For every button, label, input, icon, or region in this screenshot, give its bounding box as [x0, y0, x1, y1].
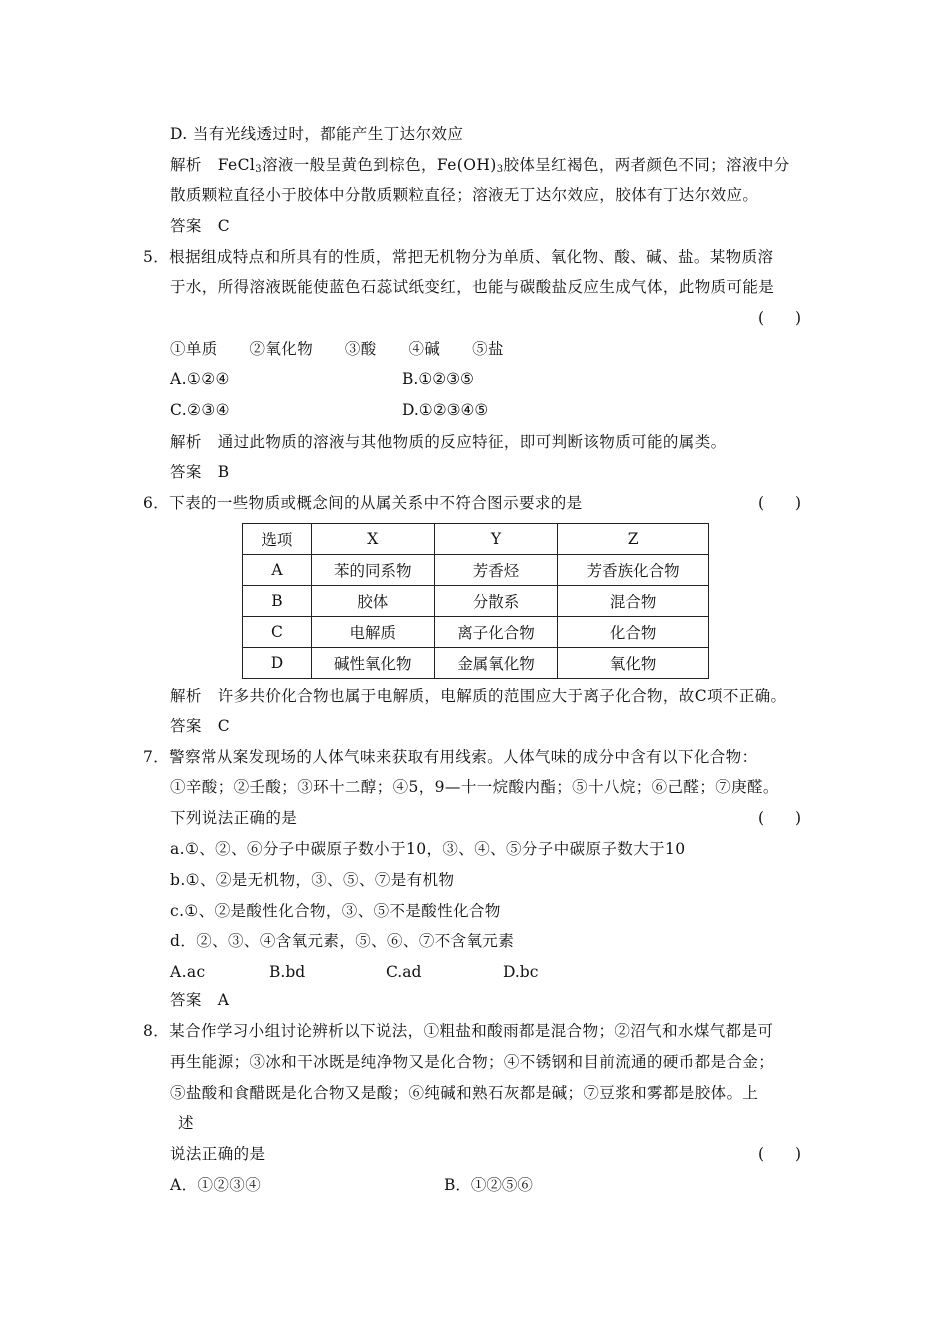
q8-option-a: A．①②③④: [170, 1176, 262, 1194]
table-cell: 电解质: [311, 617, 434, 648]
table-cell: 离子化合物: [434, 617, 558, 648]
table-row: [243, 586, 709, 617]
table-cell: A: [243, 555, 312, 586]
table-cell: 混合物: [558, 586, 709, 617]
table-header-cell: X: [311, 524, 434, 555]
table-cell: 金属氧化物: [434, 648, 558, 679]
analysis-label: 解析: [170, 156, 202, 174]
table-row: [243, 555, 709, 586]
q6-answer-bracket: ( ): [758, 494, 802, 512]
table-cell: 碱性氧化物: [311, 648, 434, 679]
q5-option-d: D.①②③④⑤: [402, 401, 489, 419]
q7-answer-bracket: ( ): [758, 809, 802, 827]
table-header-cell: 选项: [243, 524, 312, 555]
q7-option-b: B.bd: [269, 963, 306, 981]
table-cell: C: [243, 617, 312, 648]
q4-analysis-line1: 解析 FeCl$_3$溶液一般呈黄色到棕色，$Fe(OH)_3$胶体呈红褐色，两者颜色不同；溶液中分: [170, 156, 790, 175]
q5-items: ①单质 ②氧化物 ③酸 ④碱 ⑤盐: [170, 340, 504, 358]
q6-options-table: [242, 523, 709, 679]
q5-answer-bracket: ( ): [758, 309, 802, 327]
q5-line1: 5．根据组成特点和所具有的性质，常把无机物分为单质、氧化物、酸、碱、盐。某物质溶: [143, 248, 774, 266]
q7-option-c: C.ad: [386, 963, 422, 981]
q8-line3: ⑤盐酸和食醋既是化合物又是酸；⑥纯碱和熟石灰都是碱；⑦豆浆和雾都是胶体。上: [170, 1084, 759, 1102]
q5-analysis: 解析 通过此物质的溶液与其他物质的反应特征，即可判断该物质可能的属类。: [170, 433, 727, 451]
table-header-cell: Z: [558, 524, 709, 555]
q6-stem: 6．下表的一些物质或概念间的从属关系中不符合图示要求的是: [143, 494, 583, 512]
table-header-cell: Y: [434, 524, 558, 555]
table-cell: 芳香族化合物: [558, 555, 709, 586]
q7-option-d: D.bc: [503, 963, 539, 981]
table-cell: B: [243, 586, 312, 617]
table-row: [243, 617, 709, 648]
q8-line1: 8．某合作学习小组讨论辨析以下说法，①粗盐和酸雨都是混合物；②沼气和水煤气都是可: [143, 1022, 774, 1040]
q7-statement-c: c.①、②是酸性化合物，③、⑤不是酸性化合物: [170, 902, 501, 920]
q7-answer: 答案 A: [170, 991, 230, 1009]
table-cell: 氧化物: [558, 648, 709, 679]
table-cell: D: [243, 648, 312, 679]
q5-line2: 于水，所得溶液既能使蓝色石蕊试纸变红，也能与碳酸盐反应生成气体，此物质可能是: [170, 278, 775, 296]
q7-statement-a: a.①、②、⑥分子中碳原子数小于10，③、④、⑤分子中碳原子数大于10: [170, 840, 686, 858]
q7-statement-b: b.①、②是无机物，③、⑤、⑦是有机物: [170, 871, 455, 889]
q6-analysis: 解析 许多共价化合物也属于电解质，电解质的范围应大于离子化合物，故C项不正确。: [170, 687, 787, 705]
q8-option-b: B．①②⑤⑥: [444, 1176, 533, 1194]
q4-option-d: D. 当有光线透过时，都能产生丁达尔效应: [170, 125, 464, 143]
table-cell: 苯的同系物: [311, 555, 434, 586]
q7-option-a: A.ac: [170, 963, 206, 981]
table-row: [243, 648, 709, 679]
table-cell: 芳香烃: [434, 555, 558, 586]
q8-answer-bracket: ( ): [758, 1145, 802, 1163]
q4-analysis-line2: 散质颗粒直径小于胶体中分散质颗粒直径；溶液无丁达尔效应，胶体有丁达尔效应。: [170, 186, 759, 204]
q5-option-b: B.①②③⑤: [402, 370, 474, 388]
q7-line2: ①辛酸；②壬酸；③环十二醇；④5，9—十一烷酸内酯；⑤十八烷；⑥己醛；⑦庚醛。: [170, 778, 779, 796]
q7-line1: 7．警察常从案发现场的人体气味来获取有用线索。人体气味的成分中含有以下化合物：: [143, 748, 758, 766]
q8-line5: 说法正确的是: [170, 1145, 266, 1163]
table-cell: 化合物: [558, 617, 709, 648]
table-cell: 分散系: [434, 586, 558, 617]
q7-line3: 下列说法正确的是: [170, 809, 298, 827]
table-header-row: [243, 524, 709, 555]
q7-statement-d: d．②、③、④含氧元素，⑤、⑥、⑦不含氧元素: [170, 932, 515, 950]
q5-option-c: C.②③④: [170, 401, 230, 419]
q5-answer: 答案 B: [170, 463, 230, 481]
q6-answer: 答案 C: [170, 717, 230, 735]
q4-answer: 答案 C: [170, 217, 230, 235]
q5-option-a: A.①②④: [170, 370, 230, 388]
q8-line2: 再生能源；③冰和干冰既是纯净物又是化合物；④不锈钢和目前流通的硬币都是合金；: [170, 1053, 775, 1071]
table-cell: 胶体: [311, 586, 434, 617]
q8-line4: 述: [178, 1114, 194, 1132]
